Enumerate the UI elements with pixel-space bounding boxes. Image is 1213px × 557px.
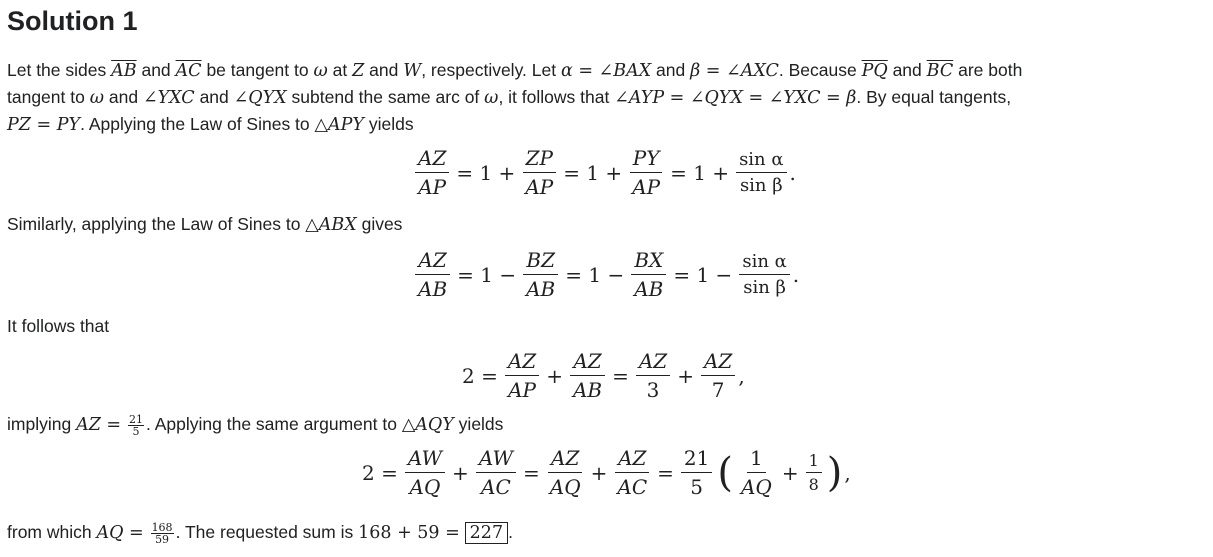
paragraph-implying: implying AZ = $\frac{21}{5}$ . Applying the same argument to △AQY yields — [7, 412, 504, 438]
fraction-inline: $\frac{168}{59}$ — [151, 520, 173, 546]
solution-heading: Solution 1 — [7, 6, 138, 36]
fraction: $\frac{AZ}{3}$ — [636, 349, 670, 402]
fraction: $\frac{AZ}{AB}$ — [570, 349, 605, 402]
final-answer-box: 227 — [465, 522, 508, 544]
fraction: $\frac{ZP}{AP}$ — [522, 146, 556, 199]
segment-pq: $\overline{PQ}$ — [861, 61, 888, 81]
fraction: $\frac{21}{5}$ — [681, 446, 712, 499]
intro-line-2: tangent to ω and ∠YXC and ∠QYX subtend the same arc of ω, it follows that ∠AYP = ∠QYX = ∠YXC = β. By equal tangents, — [7, 87, 1012, 108]
fraction: $\frac{AZ}{AB}$ — [415, 248, 450, 301]
fraction: $\frac{BX}{AB}$ — [631, 248, 666, 301]
fraction: $\frac{1}{AQ}$ — [740, 446, 772, 499]
fraction: $\frac{AW}{AC}$ — [476, 446, 516, 499]
paragraph-intro — [7, 57, 1022, 138]
beta-definition: β = ∠AXC — [690, 61, 779, 81]
equation-aq-solve: 2 = $\frac{AW}{AQ}$ + $\frac{AW}{AC}$ = $\frac{AZ}{AQ}$ + $\frac{AZ}{AC}$ = $\frac{21}{5}$ ( $\frac{1}{AQ}$ + $\frac{1}{8}$ ) , — [362, 446, 851, 499]
intro-line-3: PZ = PY. Applying the Law of Sines to △APY yields — [7, 114, 414, 135]
fraction: $\frac{\text{sin α}}{\text{sin β}}$ — [739, 251, 789, 298]
fraction: $\frac{AZ}{7}$ — [701, 349, 735, 402]
fraction-inline: $\frac{21}{5}$ — [128, 412, 143, 438]
fraction: $\frac{\text{sin α}}{\text{sin β}}$ — [736, 149, 786, 196]
fraction: $\frac{1}{8}$ — [806, 451, 822, 494]
fraction: $\frac{AZ}{AQ}$ — [549, 446, 581, 499]
segment-ac: $\overline{AC}$ — [175, 61, 202, 81]
fraction: $\frac{BZ}{AB}$ — [523, 248, 558, 301]
fraction: $\frac{AZ}{AP}$ — [415, 146, 449, 199]
segment-ab: $\overline{AB}$ — [111, 61, 137, 81]
angle-equality: ∠AYP = ∠QYX = ∠YXC = β — [614, 88, 857, 108]
intro-line-1: Let the sides $\overline{AB}$ and $\overline{AC}$ be tangent to ω at Z and W, respectively. Let α = ∠BAX and β = ∠AXC. Because $\overline{PQ}$ and $\overline{BC}$ are both — [7, 60, 1023, 81]
fraction: $\frac{PY}{AP}$ — [629, 146, 663, 199]
paragraph-similarly: Similarly, applying the Law of Sines to △ABX gives — [7, 214, 403, 235]
equation-law-of-sines-abx: $\frac{AZ}{AB}$ = 1 − $\frac{BZ}{AB}$ = 1 − $\frac{BX}{AB}$ = 1 − $\frac{\text{sin α}}{\text{sin β}}$ . — [412, 248, 799, 301]
alpha-definition: α = ∠BAX — [560, 61, 652, 81]
segment-bc: $\overline{BC}$ — [926, 61, 954, 81]
equation-law-of-sines-apy: $\frac{AZ}{AP}$ = 1 + $\frac{ZP}{AP}$ = 1 + $\frac{PY}{AP}$ = 1 + $\frac{\text{sin α}}{\text{sin β}}$ . — [412, 146, 796, 199]
equation-sum-to-two: 2 = $\frac{AZ}{AP}$ + $\frac{AZ}{AB}$ = $\frac{AZ}{3}$ + $\frac{AZ}{7}$ , — [462, 349, 745, 402]
fraction: $\frac{AZ}{AP}$ — [505, 349, 539, 402]
fraction: $\frac{AW}{AQ}$ — [405, 446, 445, 499]
paragraph-it-follows: It follows that — [7, 316, 110, 336]
paragraph-conclusion: from which AQ = $\frac{168}{59}$ . The requested sum is 168 + 59 = 227 . — [7, 520, 513, 546]
fraction: $\frac{AZ}{AC}$ — [614, 446, 650, 499]
